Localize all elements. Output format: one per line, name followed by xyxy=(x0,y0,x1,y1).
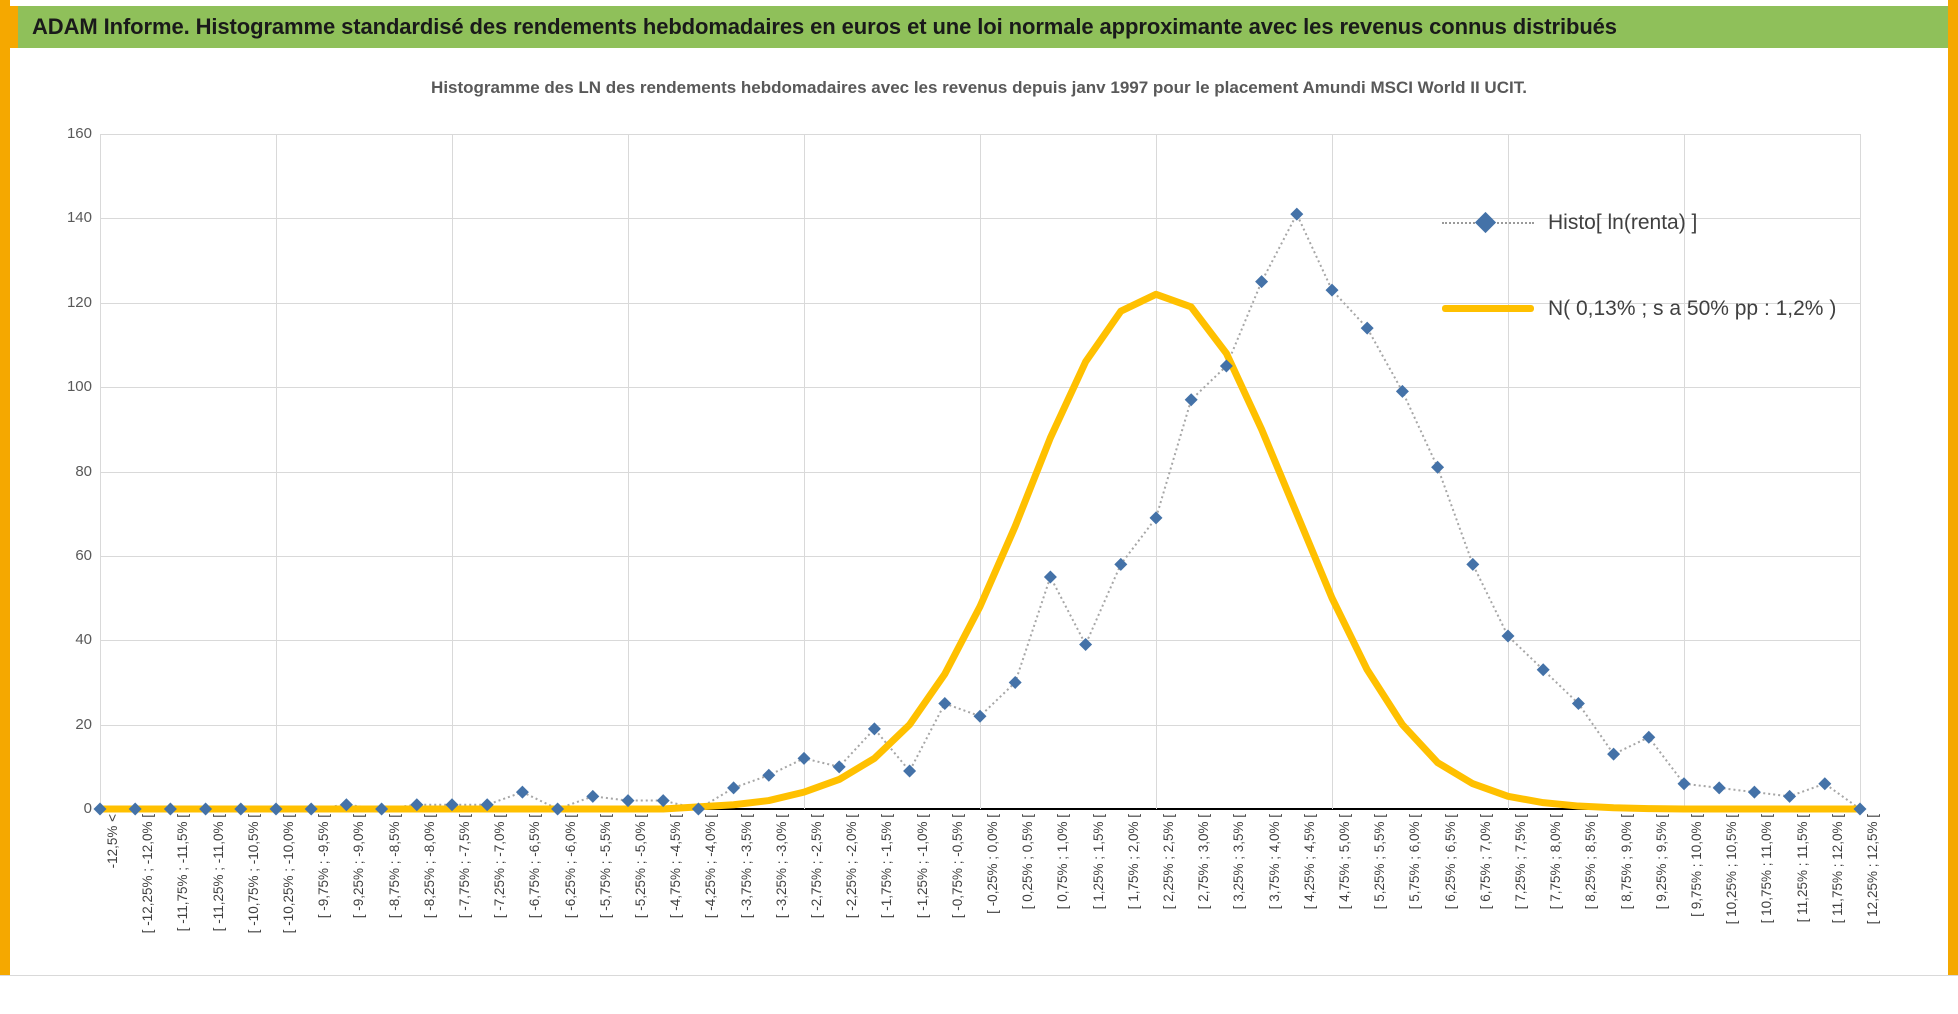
data-point-marker xyxy=(1572,697,1585,710)
x-axis-tick-label: [ 9,75% ; 10,0% [ xyxy=(1689,814,1704,917)
x-axis-labels xyxy=(100,814,1880,1014)
banner-accent-bar xyxy=(10,6,18,48)
legend-label-histogram: Histo[ ln(renta) ] xyxy=(1548,211,1698,234)
x-axis-tick-label: [ 0,25% ; 0,5% [ xyxy=(1020,814,1036,910)
x-axis-tick-label: [ 7,25% ; 7,5% [ xyxy=(1513,814,1528,910)
x-axis-tick-label: [ 5,25% ; 5,5% [ xyxy=(1372,814,1388,910)
data-point-marker xyxy=(1607,748,1620,761)
x-axis-tick-label: -12,5% < xyxy=(105,814,120,869)
x-axis-tick-label: [ 11,25% ; 11,5% [ xyxy=(1794,814,1810,923)
data-point-marker xyxy=(1290,208,1303,221)
x-axis-tick-label: [ 4,25% ; 4,5% [ xyxy=(1301,814,1317,910)
x-axis-tick-label: [ -4,75% ; -4,5% [ xyxy=(668,814,684,919)
data-point-marker xyxy=(1255,275,1268,288)
data-point-marker xyxy=(798,752,811,765)
x-axis-tick-label: [ 7,75% ; 8,0% [ xyxy=(1548,814,1564,910)
x-axis-tick-label: [ -5,75% ; -5,5% [ xyxy=(597,814,613,919)
frame-left-accent xyxy=(0,0,10,984)
chart-title: Histogramme des LN des rendements hebdomadaires avec les revenus depuis janv 1997 pour le placement Amundi MSCI World II UCIT. xyxy=(431,78,1527,97)
x-axis-tick-label: [ -1,25% ; -1,0% [ xyxy=(914,814,930,919)
header-banner xyxy=(10,6,1948,48)
x-axis-tick-label: [ -10,75% ; -10,5% [ xyxy=(245,814,261,934)
data-point-marker xyxy=(1009,676,1022,689)
x-axis-tick-label: [ -6,75% ; -6,5% [ xyxy=(527,814,543,919)
legend-item-histogram xyxy=(1442,206,1912,240)
x-axis-tick-label: [ -2,25% ; -2,0% [ xyxy=(844,814,860,919)
y-axis-tick-label: 60 xyxy=(75,546,92,564)
data-point-marker xyxy=(1114,558,1127,571)
x-axis-tick-label: [ 6,75% ; 7,0% [ xyxy=(1477,814,1493,910)
data-point-marker xyxy=(1466,558,1479,571)
x-axis-tick-label: [ -2,75% ; -2,5% [ xyxy=(809,814,824,919)
x-axis-tick-label: [ -9,25% ; -9,0% [ xyxy=(351,814,367,919)
y-axis-tick-label: 160 xyxy=(66,125,92,142)
y-axis-tick-label: 80 xyxy=(75,462,92,480)
data-point-marker xyxy=(1431,461,1444,474)
x-axis-tick-label: [ -0,25% ; 0,0% [ xyxy=(985,814,1000,914)
frame-bottom xyxy=(0,975,1958,984)
data-point-marker xyxy=(1079,638,1092,651)
data-point-marker xyxy=(938,697,951,710)
legend-marker-diamond-icon xyxy=(1442,213,1534,233)
x-axis-tick-label: [ 8,75% ; 9,0% [ xyxy=(1618,814,1634,910)
data-point-marker xyxy=(586,790,599,803)
x-axis-tick-label: [ 5,75% ; 6,0% [ xyxy=(1407,814,1423,910)
y-axis-tick-label: 0 xyxy=(83,800,92,817)
data-point-marker xyxy=(622,794,635,807)
data-point-marker xyxy=(1818,777,1831,790)
x-axis-tick-label: [ 12,25% ; 12,5% [ xyxy=(1865,814,1880,925)
x-axis-tick-label: [ 11,75% ; 12,0% [ xyxy=(1829,814,1845,924)
data-point-marker xyxy=(1361,322,1374,335)
x-axis-tick-label: [ -7,75% ; -7,5% [ xyxy=(457,814,472,919)
x-axis-tick-label: [ 6,25% ; 6,5% [ xyxy=(1442,814,1458,910)
x-axis-tick-label: [ 3,25% ; 3,5% [ xyxy=(1231,814,1247,910)
page-title: ADAM Informe. Histogramme standardisé des rendements hebdomadaires en euros et une loi normale approximante avec les revenus connus distribués xyxy=(32,14,1617,39)
chart-container xyxy=(12,56,1946,971)
x-axis-tick-label: [ -4,25% ; -4,0% [ xyxy=(703,814,719,919)
data-point-marker xyxy=(974,710,987,723)
x-axis-tick-label: [ -6,25% ; -6,0% [ xyxy=(562,814,578,919)
chart-legend xyxy=(1442,206,1912,378)
x-axis-tick-label: [ 1,75% ; 2,0% [ xyxy=(1125,814,1141,910)
legend-marker-line-icon xyxy=(1442,299,1534,319)
data-point-marker xyxy=(1678,777,1691,790)
x-axis-tick-label: [ 2,75% ; 3,0% [ xyxy=(1196,814,1212,910)
data-point-marker xyxy=(657,794,670,807)
data-point-marker xyxy=(1326,284,1339,297)
x-axis-tick-label: [ -12,25% ; -12,0% [ xyxy=(140,814,156,934)
x-axis-tick-label: [ 2,25% ; 2,5% [ xyxy=(1161,814,1176,910)
x-axis-tick-label: [ -1,75% ; -1,5% [ xyxy=(879,814,895,919)
x-axis-tick-label: [ -7,25% ; -7,0% [ xyxy=(492,814,508,919)
x-axis-tick-label: [ -5,25% ; -5,0% [ xyxy=(633,814,648,919)
x-axis-tick-label: [ -11,75% ; -11,5% [ xyxy=(175,814,191,932)
x-axis-tick-label: [ 9,25% ; 9,5% [ xyxy=(1653,814,1669,910)
data-point-marker xyxy=(1783,790,1796,803)
y-axis-tick-label: 100 xyxy=(66,378,92,396)
data-point-marker xyxy=(833,760,846,773)
y-axis-tick-label: 120 xyxy=(66,293,92,311)
data-point-marker xyxy=(1748,786,1761,799)
x-axis-tick-label: [ 4,75% ; 5,0% [ xyxy=(1337,814,1352,910)
data-point-marker xyxy=(1044,570,1057,583)
x-axis-tick-label: [ 0,75% ; 1,0% [ xyxy=(1055,814,1071,910)
x-axis-tick-label: [ -11,25% ; -11,0% [ xyxy=(210,814,226,932)
x-axis-tick-label: [ 3,75% ; 4,0% [ xyxy=(1266,814,1282,910)
x-axis-tick-label: [ -3,25% ; -3,0% [ xyxy=(773,814,789,919)
data-point-marker xyxy=(727,781,740,794)
y-axis-tick-label: 140 xyxy=(66,209,92,227)
data-point-marker xyxy=(516,786,529,799)
data-point-marker xyxy=(903,765,916,778)
data-point-marker xyxy=(1713,781,1726,794)
data-point-marker xyxy=(1396,385,1409,398)
y-axis-tick-label: 20 xyxy=(75,715,92,733)
x-axis-tick-label: [ 10,75% ; 11,0% [ xyxy=(1759,814,1775,924)
x-axis-tick-label: [ -3,75% ; -3,5% [ xyxy=(738,814,754,919)
x-axis-tick-label: [ -8,75% ; -8,5% [ xyxy=(386,814,402,919)
data-point-marker xyxy=(762,769,775,782)
legend-item-normal xyxy=(1442,292,1912,326)
x-axis-tick-label: [ 8,25% ; 8,5% [ xyxy=(1583,814,1599,910)
data-point-marker xyxy=(1642,731,1655,744)
x-axis-tick-label: [ -0,75% ; -0,5% [ xyxy=(949,814,965,919)
x-axis-tick-label: [ -10,25% ; -10,0% [ xyxy=(281,814,296,934)
frame-right-accent xyxy=(1948,0,1958,984)
x-axis-tick-label: [ 1,25% ; 1,5% [ xyxy=(1090,814,1106,910)
x-axis-tick-label: [ -9,75% ; -9,5% [ xyxy=(316,814,332,919)
legend-label-normal: N( 0,13% ; s a 50% pp : 1,2% ) xyxy=(1548,297,1837,320)
data-point-marker xyxy=(1150,511,1163,524)
x-axis-tick-label: [ -8,25% ; -8,0% [ xyxy=(421,814,437,919)
data-point-marker xyxy=(1185,393,1198,406)
y-axis-tick-label: 40 xyxy=(75,631,92,649)
x-axis-tick-label: [ 10,25% ; 10,5% [ xyxy=(1724,814,1740,925)
